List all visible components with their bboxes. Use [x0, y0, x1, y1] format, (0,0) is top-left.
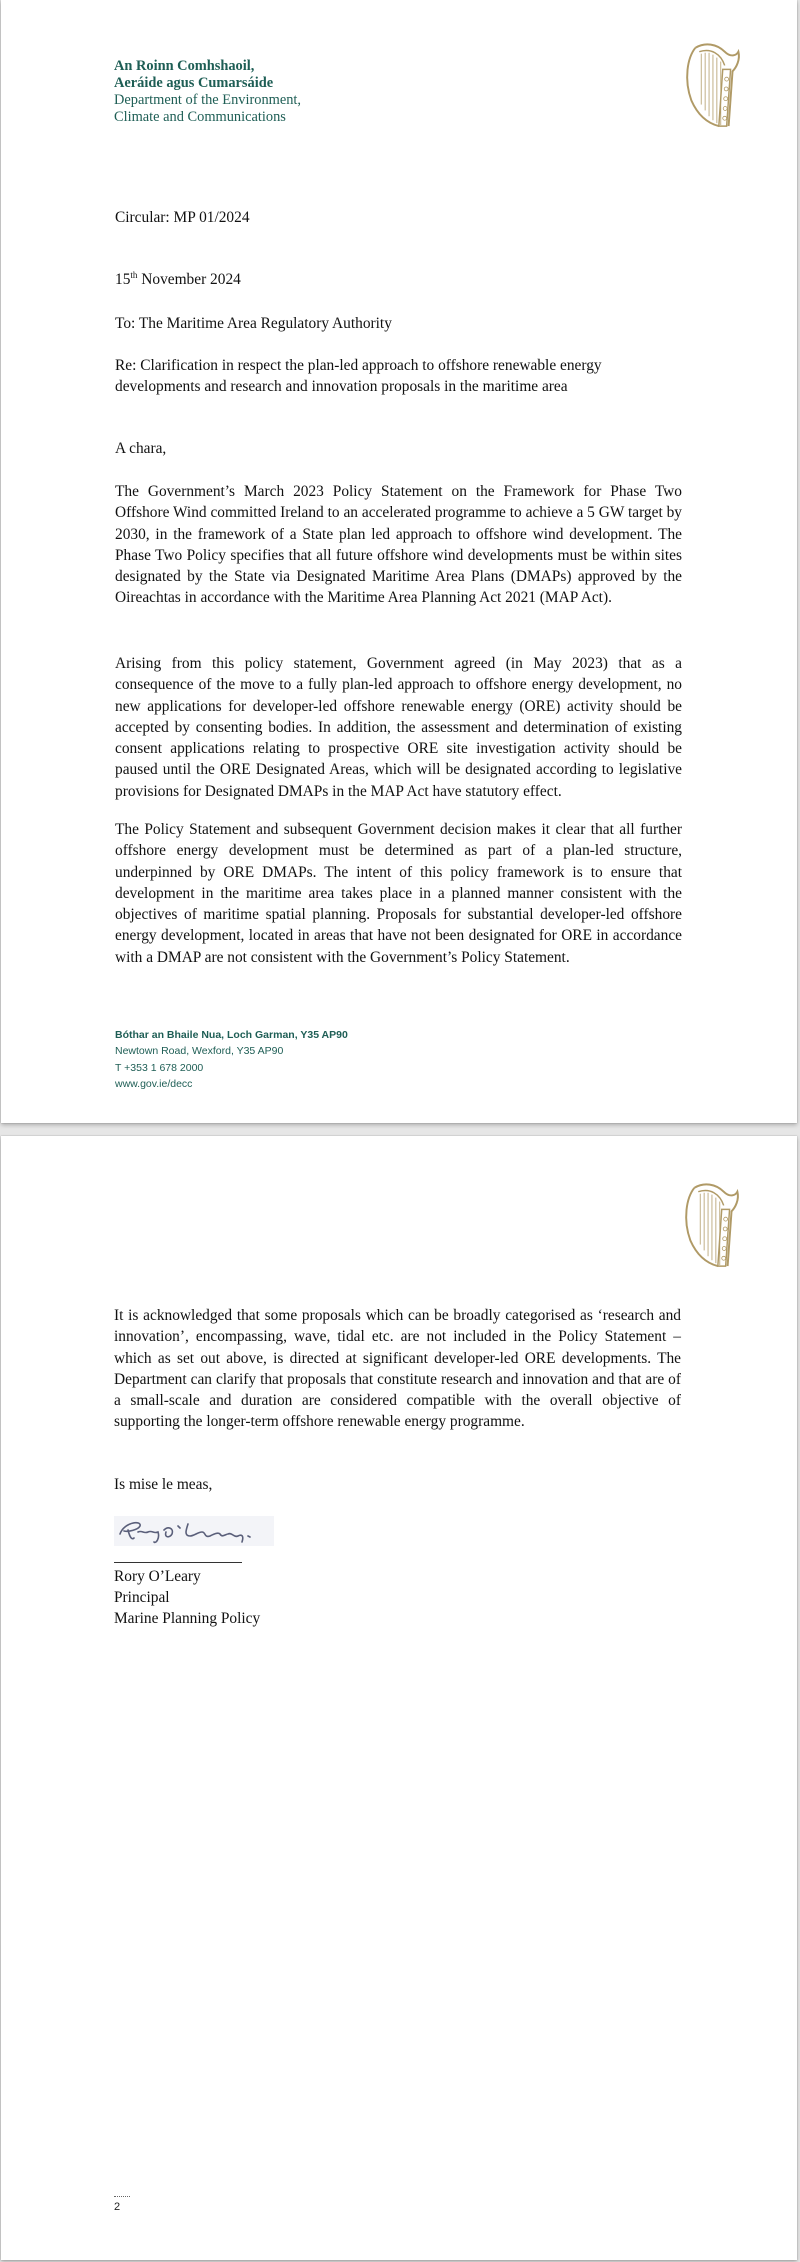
body-paragraph-3: The Policy Statement and subsequent Government decision makes it clear that all further offshore energy development must be determined as part of a plan-led structure, underpinned by ORE DMAPs. The intent of this policy framework is to ensure that development in the maritime area takes place in a planned manner consistent with the objectives of maritime spatial planning. Proposals for substantial developer-led offshore energy development, located in areas that have not been designated for ORE in accordance with a DMAP are not consistent with the Government’s Policy Statement. — [115, 821, 682, 966]
handwritten-signature — [114, 1516, 274, 1546]
harp-crest-icon-page2 — [680, 1180, 740, 1270]
body-paragraph-1: The Government’s March 2023 Policy Statement on the Framework for Phase Two Offshore Wind committed Ireland to an accelerated programme to achieve a 5 GW target by 2030, in the framework of a State plan led approach to offshore wind development. The Phase Two Policy specifies that all future offshore wind developments must be within sites designated by the State via Designated Maritime Area Plans (DMAPs) approved by the Oireachtas in accordance with the Maritime Area Planning Act 2021 (MAP Act). — [115, 483, 682, 607]
page-number: 2 — [114, 2201, 121, 2213]
body-paragraph-4: It is acknowledged that some proposals which can be broadly categorised as ‘research and innovation’, encompassing, wave, tidal etc. are not included in the Policy Statement – which as set out above, is directed at significant developer-led ORE developments. The Department can clarify that proposals that constitute research and innovation and that are of a small-scale and duration are considered compatible with the overall objective of supporting the longer-term offshore renewable energy programme. — [114, 1307, 681, 1431]
footer-address-english: Newtown Road, Wexford, Y35 AP90 — [115, 1045, 284, 1058]
signatory-name: Rory O’Leary — [114, 1568, 201, 1585]
letter-date — [115, 269, 241, 290]
subject-line-2: developments and research and innovation proposals in the maritime area — [115, 378, 568, 395]
footer-address — [115, 1027, 348, 1093]
harp-crest-icon — [681, 40, 741, 130]
dept-name-irish-line1: An Roinn Comhshaoil, — [114, 58, 255, 74]
circular-reference: Circular: MP 01/2024 — [115, 209, 250, 226]
signatory-unit: Marine Planning Policy — [114, 1610, 261, 1627]
signature-line — [114, 1562, 242, 1563]
recipient-line: To: The Maritime Area Regulatory Authority — [115, 315, 392, 332]
footer-address-irish: Bóthar an Bhaile Nua, Loch Garman, Y35 AP90 — [115, 1029, 348, 1041]
letter-page-1 — [1, 0, 797, 1123]
dept-name-english-line1: Department of the Environment, — [114, 92, 302, 108]
signatory-title: Principal — [114, 1589, 170, 1606]
footer-website-link[interactable]: www.gov.ie/decc — [115, 1078, 193, 1091]
dept-name-irish-line2: Aeráide agus Cumarsáide — [114, 75, 274, 91]
footer-phone: T +353 1 678 2000 — [115, 1061, 204, 1074]
date-month-year: November 2024 — [137, 271, 241, 288]
closing: Is mise le meas, — [114, 1476, 213, 1493]
date-suffix: th — [130, 269, 138, 280]
dept-name-english-line2: Climate and Communications — [114, 109, 286, 125]
body-paragraph-2: Arising from this policy statement, Government agreed (in May 2023) that as a consequence of the move to a fully plan-led approach to offshore energy development, no new applications for developer-led offshore renewable energy (ORE) activity should be accepted by consenting bodies. In addition, the assessment and determination of existing consent applications relating to prospective ORE site investigation activity should be paused until the ORE Designated Areas, which will be designated according to legislative provisions for Designated DMAPs in the MAP Act have statutory effect. — [115, 655, 682, 800]
date-day: 15 — [115, 271, 131, 288]
page-number-separator — [114, 2196, 130, 2197]
salutation: A chara, — [115, 440, 167, 457]
department-header — [114, 58, 301, 126]
subject-line-1: Re: Clarification in respect the plan-led approach to offshore renewable energy — [115, 357, 602, 374]
